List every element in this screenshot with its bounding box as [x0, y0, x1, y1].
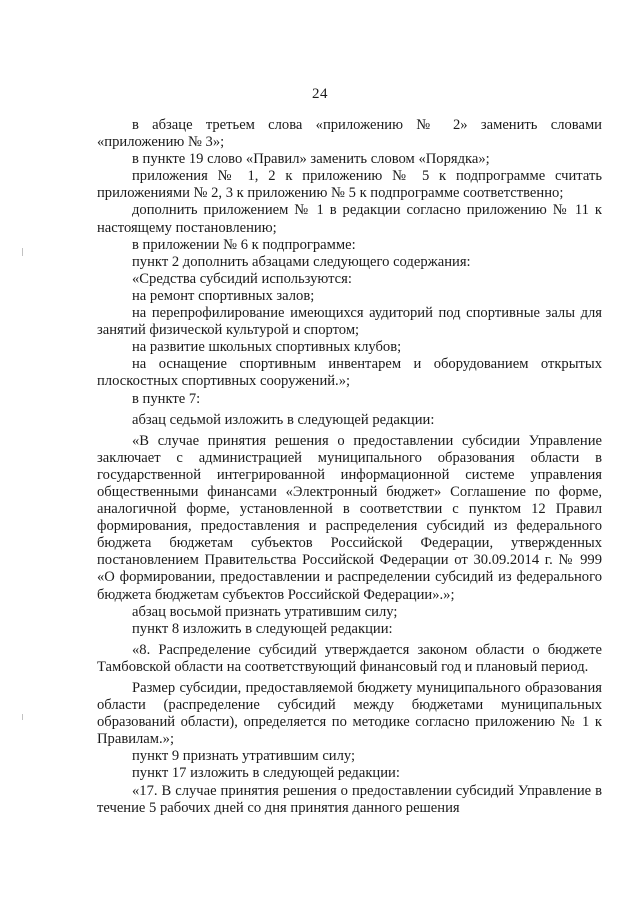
document-body	[97, 117, 602, 817]
paragraph: в абзаце третьем слова «приложению № 2» заменить словами «приложению № 3»;	[97, 117, 602, 151]
scan-artifact	[22, 248, 23, 256]
paragraph: пункт 9 признать утратившим силу;	[132, 748, 356, 765]
paragraph: на перепрофилирование имеющихся аудиторий под спортивные залы для занятий физической культурой и спортом;	[97, 305, 602, 339]
paragraph: абзац восьмой признать утратившим силу;	[132, 603, 398, 620]
paragraph: «8. Распределение субсидий утверждается законом области о бюджете Тамбовской области на соответствующий финансовый год и плановый период.	[97, 641, 602, 675]
paragraph: на оснащение спортивным инвентарем и оборудованием открытых плоскостных спортивных сооружений.»;	[97, 356, 602, 390]
page-number: 24	[312, 86, 328, 102]
paragraph: Размер субсидии, предоставляемой бюджету муниципального образования области (распределение субсидий между бюджетами муниципальных образований области), определяется по методике согласно приложению № 1 к Правилам.»;	[97, 680, 602, 748]
paragraph: дополнить приложением № 1 в редакции согласно приложению № 11 к настоящему постановлению;	[97, 202, 602, 236]
paragraph: «Средства субсидий используются:	[132, 270, 352, 287]
paragraph: пункт 8 изложить в следующей редакции:	[132, 620, 393, 637]
paragraph: абзац седьмой изложить в следующей редакции:	[132, 411, 435, 428]
paragraph: «17. В случае принятия решения о предоставлении субсидий Управление в течение 5 рабочих дней со дня принятия данного решения	[97, 782, 602, 816]
paragraph: пункт 2 дополнить абзацами следующего содержания:	[132, 253, 471, 270]
paragraph: на развитие школьных спортивных клубов;	[132, 339, 402, 356]
paragraph: в приложении № 6 к подпрограмме:	[132, 236, 356, 253]
paragraph: в пункте 7:	[132, 390, 201, 407]
paragraph: на ремонт спортивных залов;	[132, 287, 315, 304]
paragraph: в пункте 19 слово «Правил» заменить словом «Порядка»;	[132, 151, 490, 168]
paragraph: приложения № 1, 2 к приложению № 5 к подпрограмме считать приложениями № 2, 3 к приложению № 5 к подпрограмме соответственно;	[97, 168, 602, 202]
scan-artifact	[22, 714, 23, 720]
paragraph: «В случае принятия решения о предоставлении субсидии Управление заключает с администрацией муниципального образования области в государственной интегрированной информационной системе управления общественными финансами «Электронный бюджет» Соглашение по форме, аналогичной форме, установленной в соответствии с пунктом 12 Правил формирования, предоставления и распределения субсидий из федерального бюджета бюджетам субъектов Российской Федерации, утвержденных постановлением Правительства Российской Федерации от 30.09.2014 г. № 999 «О формировании, предоставлении и распределении субсидий из федерального бюджета бюджетам субъектов Российской Федерации».»;	[97, 432, 602, 603]
paragraph: пункт 17 изложить в следующей редакции:	[132, 765, 400, 782]
